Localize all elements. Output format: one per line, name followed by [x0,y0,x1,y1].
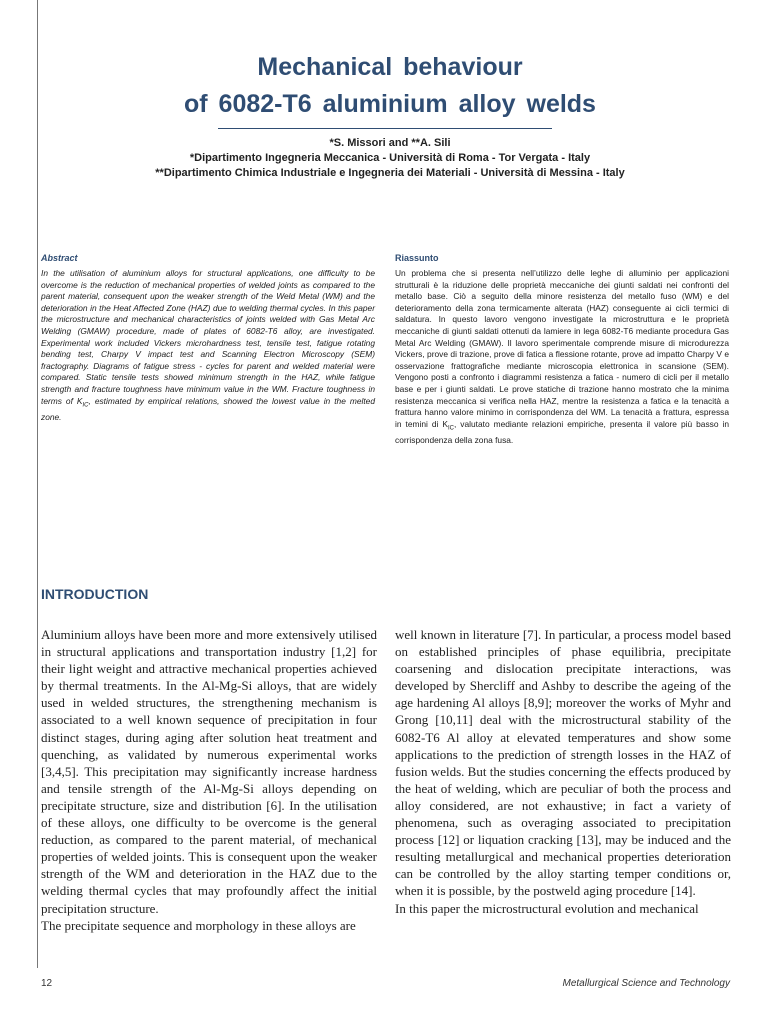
abstract-text [41,268,375,423]
author-names: *S. Missori and **A. Sili [329,137,451,149]
body-column-left [41,626,377,934]
introduction-heading: INTRODUCTION [41,586,149,602]
author-block [40,136,740,181]
abstract-kic-subscript: IC [82,402,89,409]
abstract-heading: Abstract [41,253,78,263]
paper-title [40,49,740,123]
title-line-2: of 6082-T6 aluminium alloy welds [184,90,596,118]
affiliation-1: *Dipartimento Ingegneria Meccanica - Università di Roma - Tor Vergata - Italy [189,152,591,164]
intro-paragraph-3: well known in literature [7]. In particular, a process model based on established principles of phase equilibria, precipitate coarsening and dislocation precipitate interactions, was developed by Shercliff and Ashby to describe the ageing of the age hardening Al alloys [8,9]; moreover the works of Myhr and Grong [10,11] deal with the microstructural stability of the 6082-T6 Al alloy at elevated temperatures and show some applications to the prediction of strength losses in the HAZ of fusion welds. But the studies concerning the effects produced by the heat of welding, which are peculiar of both the process and alloy considered, are not exhaustive; in fact a variety of phenomena, such as overaging associated to precipitation process [12] or liquation cracking [13], may be induced and the resulting metallurgical and mechanical properties deterioration can be controlled by the alloy starting temper conditions or, when it is possible, by the postweld aging procedure [14]. [395,627,731,899]
riassunto-kic-subscript: IC [447,425,454,432]
riassunto-text-end: , valutato mediante relazioni empiriche, presenta il valore più basso in corrispondenza della zona fusa. [395,418,729,445]
margin-rule [37,0,38,968]
abstract-text-end: , estimated by empirical relations, showed the lowest value in the melted zone. [41,395,375,422]
intro-paragraph-2: The precipitate sequence and morphology in these alloys are [41,917,356,933]
riassunto-text [395,268,729,447]
journal-name: Metallurgical Science and Technology [562,978,730,989]
affiliation-2: **Dipartimento Chimica Industriale e Ingegneria dei Materiali - Università di Messina - Italy [155,167,625,179]
riassunto-text-main: Un problema che si presenta nell’utilizzo delle leghe di alluminio per applicazioni strutturali è la riduzione delle proprietà meccaniche dei giunti saldati nei confronti del metallo base. Ciò a seguito della minore resistenza del metallo fuso (WM) e del deterioramento della zona termicamente alterata (HAZ) conseguente ai cicli termici di saldatura. In questo lavoro vengono investigate la microstruttura e le proprietà meccaniche di giunti saldati ottenuti da lamiere in lega 6082-T6 mediante procedura Gas Metal Arc Welding (GMAW). Il lavoro sperimentale comprende misure di microdurezza Vickers, prove di trazione, prove di fatica a flessione rotante, prove ad impatto Charpy V e osservazione frattografiche mediante microscopia elettronica in scansione (SEM). Vengono posti a confronto i diagrammi resistenza a fatica - numero di cicli per il metallo base e per i giunti saldati. Le prove statiche di trazione hanno mostrato che la minima resistenza meccanica si verifica nella HAZ, mentre la resistenza a fatica e la tenacità a frattura hanno valore minimo in corrispondenza del WM. La tenacità a frattura, espressa in temini di K [395,268,729,429]
title-underline [218,128,552,129]
body-column-right [395,626,731,917]
title-line-1: Mechanical behaviour [257,53,523,81]
riassunto-heading: Riassunto [395,253,439,263]
abstract-text-main: In the utilisation of aluminium alloys for structural applications, one difficulty to be overcome is the reduction of mechanical properties of welded joints as compared to the parent material, consequent upon the weaker strength of the Weld Metal (WM) and the deterioration in the Heat Affected Zone (HAZ) due to welding thermal cycles. In this paper the microstructure and mechanical characteristics of joints welded with Gas Metal Arc Welding (GMAW) procedure, made of plates of 6082-T6 alloy, are investigated. Experimental work included Vickers microhardness test, tensile test, fatigue rotating bending test, Charpy V impact test and Scanning Electron Microscopy (SEM) fractography. Diagrams of fatigue stress - cycles for parent and welded material were compared. Static tensile tests showed minimum strength in the HAZ, while fatigue strength and fracture toughness have minimum value in the WM. Fracture toughness in terms of K [41,268,375,406]
intro-paragraph-1: Aluminium alloys have been more and more extensively utilised in structural applications and transportation industry [1,2] for their light weight and attractive mechanical properties achieved by thermal treatments. In the Al-Mg-Si alloys, that are widely used in welded structures, the strengthening mechanism is associated to a well known sequence of precipitation in four distinct stages, during aging after solution heat treatment and quenching, as validated by numerous experimental works [3,4,5]. This precipitation may significantly increase hardness and tensile strength of the Al-Mg-Si alloys depending on precipitate structure, size and distribution [6]. In the utilisation of these alloys, one difficulty to be overcome is the general reduction, as compared to the parent material, of mechanical properties of welded joints. This is consequent upon the weaker strength of the WM and deterioration in the HAZ due to the welding thermal cycles that may profoundly affect the initial precipitation structure. [41,627,377,916]
page-number: 12 [41,978,53,989]
intro-paragraph-4: In this paper the microstructural evolution and mechanical [395,900,699,916]
